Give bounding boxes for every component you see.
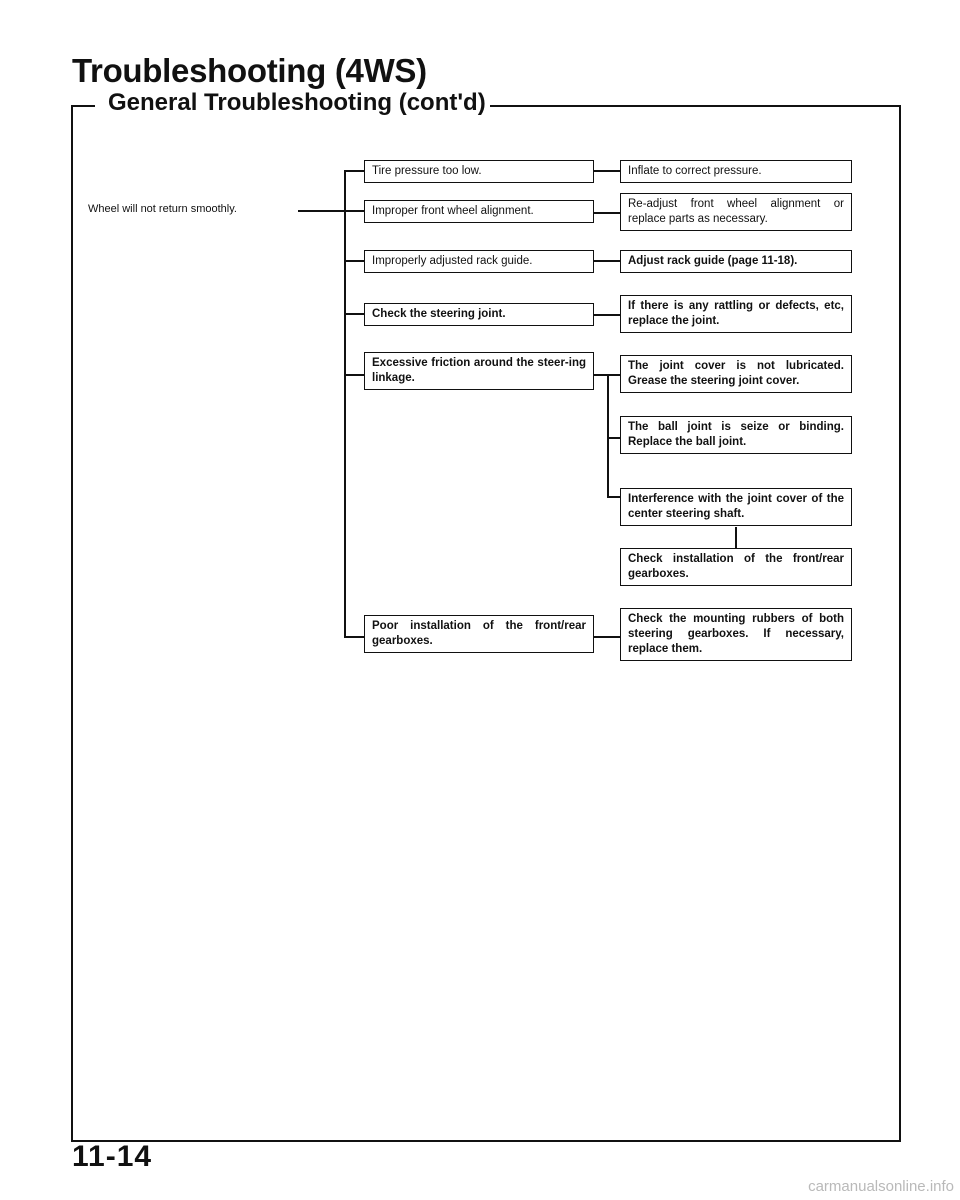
link-6 (607, 437, 620, 439)
remedy-box-replace-ball-joint: The ball joint is seize or binding. Replace the ball joint. (620, 416, 852, 454)
cause-box-gearbox-installation: Poor installation of the front/rear gearboxes. (364, 615, 594, 653)
cause-branch-4 (344, 313, 364, 315)
page-number: 11-14 (72, 1140, 153, 1173)
section-title: General Troubleshooting (cont'd) (104, 89, 490, 117)
cause-branch-1 (344, 170, 364, 172)
remedy-box-replace-joint: If there is any rattling or defects, etc, replace the joint. (620, 295, 852, 333)
cause-box-tire-pressure: Tire pressure too low. (364, 160, 594, 183)
cause-trunk-line (344, 170, 346, 636)
page-title: Troubleshooting (4WS) (72, 52, 427, 89)
cause-box-rack-guide: Improperly adjusted rack guide. (364, 250, 594, 273)
remedy-box-joint-interference: Interference with the joint cover of the center steering shaft. (620, 488, 852, 526)
remedy-box-grease-cover: The joint cover is not lubricated. Grease the steering joint cover. (620, 355, 852, 393)
link-8-vertical (735, 527, 737, 549)
remedy-box-adjust-rack-guide: Adjust rack guide (page 11-18). (620, 250, 852, 273)
cause-branch-3 (344, 260, 364, 262)
cause-branch-6 (344, 636, 364, 638)
link-7 (607, 496, 620, 498)
remedy-box-inflate: Inflate to correct pressure. (620, 160, 852, 183)
remedy-box-check-gearbox-installation: Check installation of the front/rear gearboxes. (620, 548, 852, 586)
link-9 (594, 636, 620, 638)
cause-branch-2 (344, 210, 364, 212)
link-2 (594, 212, 620, 214)
remedy-trunk-line (607, 374, 609, 496)
link-3 (594, 260, 620, 262)
cause-branch-5 (344, 374, 364, 376)
symptom-connector (298, 210, 344, 212)
link-4 (594, 314, 620, 316)
symptom-label: Wheel will not return smoothly. (88, 203, 237, 215)
cause-box-steering-joint: Check the steering joint. (364, 303, 594, 326)
remedy-box-mounting-rubbers: Check the mounting rubbers of both steering gearboxes. If necessary, replace them. (620, 608, 852, 661)
link-1 (594, 170, 620, 172)
cause-box-wheel-alignment: Improper front wheel alignment. (364, 200, 594, 223)
remedy-box-readjust-alignment: Re-adjust front wheel alignment or replace parts as necessary. (620, 193, 852, 231)
cause-box-linkage-friction: Excessive friction around the steer-ing linkage. (364, 352, 594, 390)
footer-watermark-url: carmanualsonline.info (808, 1178, 954, 1195)
